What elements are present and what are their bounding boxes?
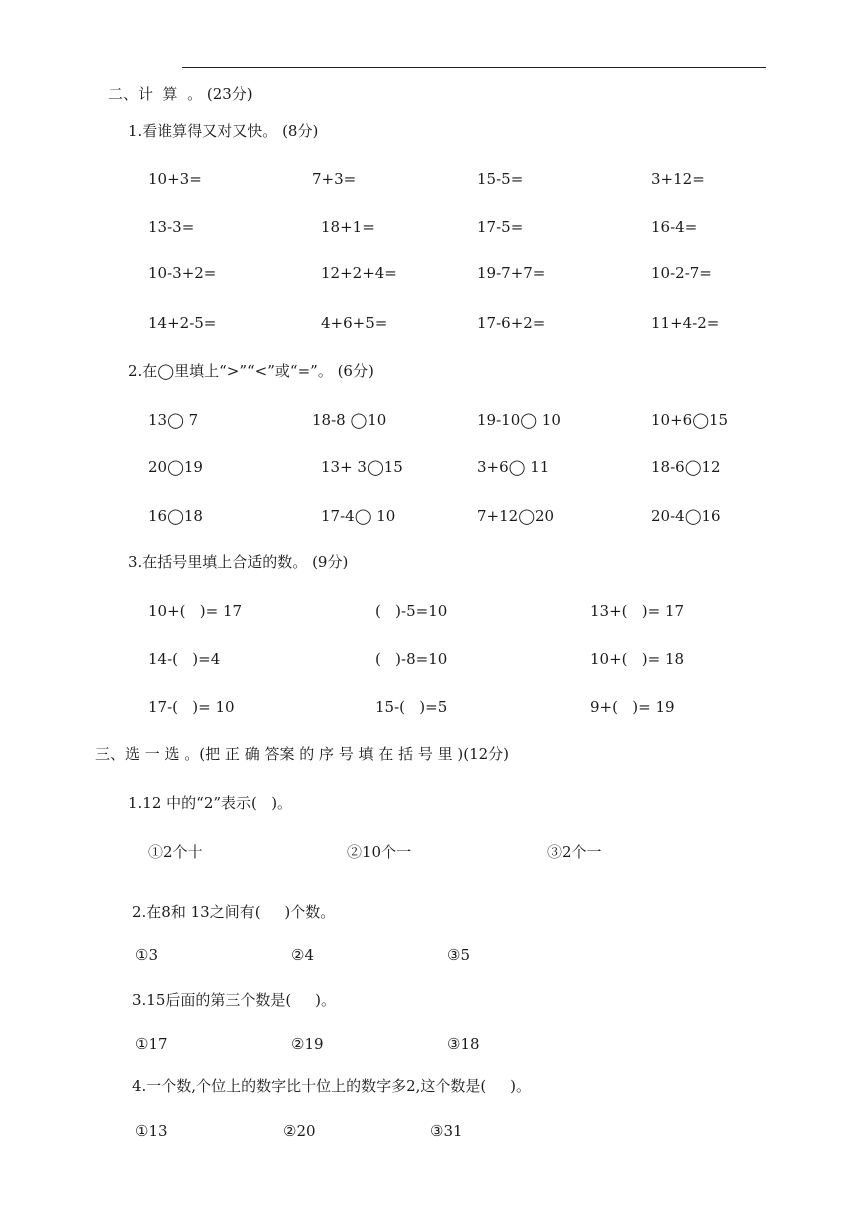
choice-option: ①17 [135, 1035, 168, 1053]
comparison-item: 20◯19 [148, 458, 203, 476]
comparison-item: 10+6◯15 [651, 411, 729, 429]
comparison-item: 3+6◯ 11 [477, 458, 550, 476]
exercise-item: 17-6+2= [477, 314, 546, 332]
exercise-item: 16-4= [651, 218, 698, 236]
exercise-item: 17-5= [477, 218, 524, 236]
exercise-item: 3+12= [651, 170, 705, 188]
exercise-item: 7+3= [312, 170, 357, 188]
fill-blank-item: 9+( )= 19 [590, 698, 675, 716]
exercise-item: 18+1= [321, 218, 375, 236]
exercise-item: 10-2-7= [651, 264, 712, 282]
fill-blank-item: 15-( )=5 [375, 698, 448, 716]
exercise-item: 13-3= [148, 218, 195, 236]
exercise-item: 10+3= [148, 170, 202, 188]
exercise-item: 15-5= [477, 170, 524, 188]
choice-option: ③2个一 [547, 843, 602, 861]
section-heading-multiple-choice: 三、选 一 选 。(把 正 确 答案 的 序 号 填 在 括 号 里 )(12分) [95, 745, 510, 763]
comparison-item: 20-4◯16 [651, 507, 721, 525]
fill-blank-item: 10+( )= 17 [148, 602, 243, 620]
question-1-title: 1.看谁算得又对又快。 (8分) [128, 122, 319, 140]
choice-question-title: 4.一个数,个位上的数字比十位上的数字多2,这个数是( )。 [132, 1077, 531, 1095]
question-2-title: 2.在◯里填上“>”“<”或“=”。 (6分) [128, 362, 374, 380]
choice-option: ②20 [283, 1122, 316, 1140]
exercise-item: 12+2+4= [321, 264, 397, 282]
comparison-item: 19-10◯ 10 [477, 411, 561, 429]
comparison-item: 7+12◯20 [477, 507, 555, 525]
section-heading-calculation: 二、计 算 。 (23分) [108, 85, 253, 103]
choice-option: ③18 [447, 1035, 480, 1053]
comparison-item: 18-8 ◯10 [312, 411, 387, 429]
fill-blank-item: ( )-8=10 [375, 650, 448, 668]
fill-blank-item: 14-( )=4 [148, 650, 221, 668]
choice-option: ①2个十 [148, 843, 203, 861]
choice-question-title: 3.15后面的第三个数是( )。 [132, 991, 336, 1009]
choice-option: ②19 [291, 1035, 324, 1053]
fill-blank-item: 10+( )= 18 [590, 650, 685, 668]
comparison-item: 13+ 3◯15 [321, 458, 403, 476]
choice-question-title: 1.12 中的“2”表示( )。 [128, 794, 293, 812]
comparison-item: 17-4◯ 10 [321, 507, 396, 525]
fill-blank-item: 17-( )= 10 [148, 698, 235, 716]
comparison-item: 16◯18 [148, 507, 203, 525]
question-3-title: 3.在括号里填上合适的数。 (9分) [128, 553, 349, 571]
choice-option: ②10个一 [347, 843, 412, 861]
exercise-item: 4+6+5= [321, 314, 388, 332]
choice-option: ①13 [135, 1122, 168, 1140]
exercise-item: 19-7+7= [477, 264, 546, 282]
fill-blank-item: ( )-5=10 [375, 602, 448, 620]
choice-option: ①3 [135, 946, 158, 964]
exercise-item: 14+2-5= [148, 314, 217, 332]
comparison-item: 13◯ 7 [148, 411, 199, 429]
choice-option: ③5 [447, 946, 470, 964]
exercise-item: 11+4-2= [651, 314, 720, 332]
exercise-item: 10-3+2= [148, 264, 217, 282]
comparison-item: 18-6◯12 [651, 458, 721, 476]
choice-question-title: 2.在8和 13之间有( )个数。 [132, 903, 336, 921]
choice-option: ③31 [430, 1122, 463, 1140]
header-rule [182, 67, 766, 68]
fill-blank-item: 13+( )= 17 [590, 602, 685, 620]
choice-option: ②4 [291, 946, 314, 964]
